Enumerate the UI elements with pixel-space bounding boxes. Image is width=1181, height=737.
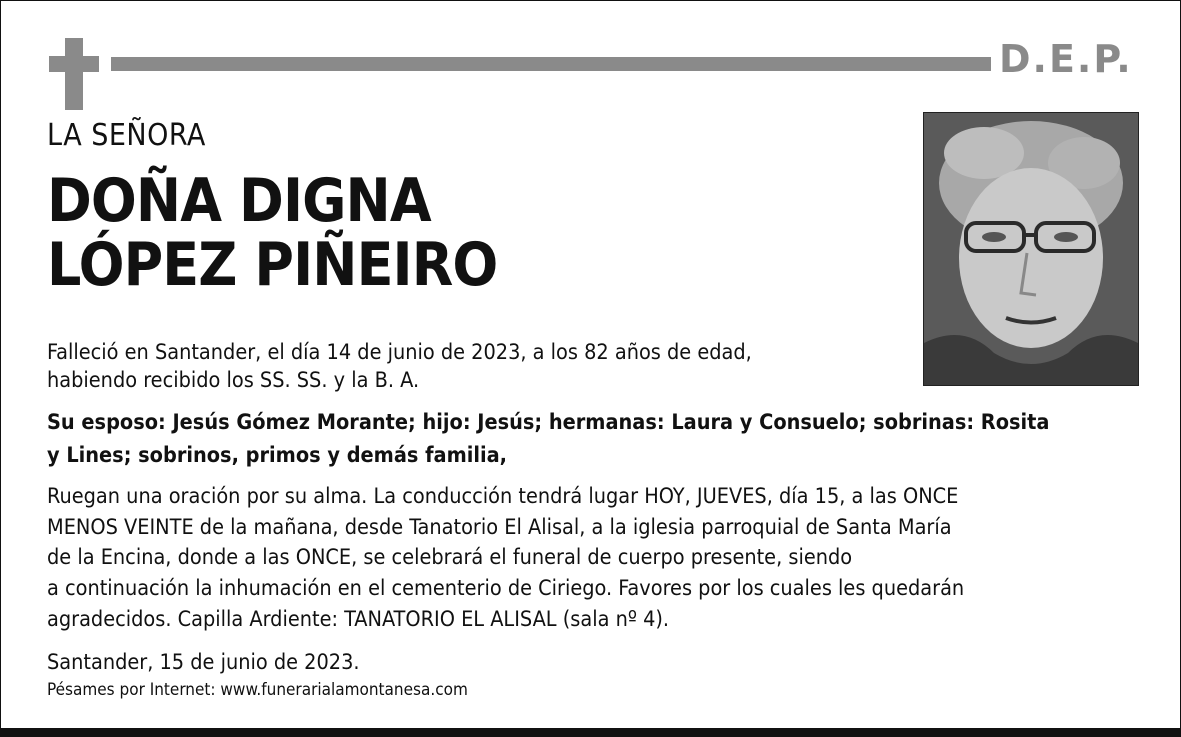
place-date: Santander, 15 de junio de 2023. [47,650,360,675]
dep-label: D.E.P. [999,37,1133,81]
death-line-2: habiendo recibido los SS. SS. y la B. A. [47,368,420,393]
family-line-1: Su esposo: Jesús Gómez Morante; hijo: Jesús; hermanas: Laura y Consuelo; sobrinas: Rosita [47,410,1050,435]
cross-icon [65,38,83,110]
request-line-1: Ruegan una oración por su alma. La conducción tendrá lugar HOY, JUEVES, día 15, a las ONCE [47,484,959,509]
request-line-3: de la Encina, donde a las ONCE, se celebrará el funeral de cuerpo presente, siendo [47,545,853,570]
header-rule [111,57,991,71]
request-line-4: a continuación la inhumación en el cementerio de Ciriego. Favores por los cuales les quedarán [47,576,965,601]
portrait-image [924,113,1138,385]
request-line-2: MENOS VEINTE de la mañana, desde Tanatorio El Alisal, a la iglesia parroquial de Santa María [47,515,952,540]
portrait-photo [923,112,1139,386]
death-line-1: Falleció en Santander, el día 14 de junio de 2023, a los 82 años de edad, [47,340,752,365]
salutation: LA SEÑORA [47,118,206,153]
condolences-footer: Pésames por Internet: www.funerarialamontanesa.com [47,680,468,700]
cross-icon-bar [49,56,99,72]
bottom-border [1,728,1180,736]
deceased-name [47,166,498,300]
name-line-2: LÓPEZ PIÑEIRO [47,230,498,300]
request-line-5: agradecidos. Capilla Ardiente: TANATORIO EL ALISAL (sala nº 4). [47,607,670,632]
name-line-1: DOÑA DIGNA [47,166,431,236]
family-line-2: y Lines; sobrinos, primos y demás familia, [47,443,507,468]
